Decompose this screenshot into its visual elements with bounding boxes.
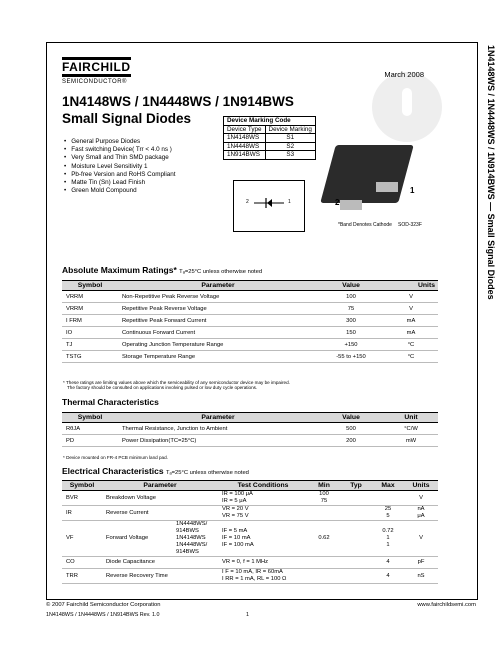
side-title (484, 45, 496, 595)
marking-header: Device Type (224, 125, 266, 134)
power-watermark-icon (372, 72, 442, 142)
elec-cell: 0.72 1 1 (372, 521, 404, 557)
amr-cell: TSTG (62, 351, 118, 363)
table-row (62, 303, 438, 315)
elec-cell: nA μA (404, 506, 438, 521)
marking-header: Device Marking (265, 125, 315, 134)
amr-cell: 100 (318, 291, 384, 303)
amr-cond: Tₐ=25°C unless otherwise noted (179, 269, 263, 275)
pin-label: 1 (288, 199, 291, 205)
table-row (62, 339, 438, 351)
marking-cell: 1N914BWS (224, 151, 266, 160)
elec-header: Symbol (62, 481, 102, 491)
logo-sub: SEMICONDUCTOR® (62, 79, 127, 85)
elec-header: Min (308, 481, 340, 491)
elec-cell: 100 75 (308, 491, 340, 506)
elec-cell (308, 569, 340, 584)
elec-cell (340, 491, 372, 506)
elec-cell: I F = 10 mA, IR = 60mA I RR = 1 mA, RL = 100 Ω (218, 569, 308, 584)
elec-cell: Breakdown Voltage (102, 491, 218, 506)
elec-cell (340, 521, 372, 557)
package-pin (376, 182, 398, 192)
marking-cell: S2 (265, 142, 315, 151)
amr-cell: IO (62, 327, 118, 339)
logo-word: FAIRCHILD (62, 57, 131, 77)
feature-item: • Matte Tin (Sn) Lead Finish (64, 179, 176, 187)
package-pin (340, 200, 362, 210)
elec-cell: 4 (372, 557, 404, 569)
elec-cell: V (404, 491, 438, 506)
amr-cell: VRRM (62, 303, 118, 315)
diode-symbol-box (233, 180, 305, 232)
package-image (320, 145, 414, 203)
elec-cell: VR = 0, f = 1 MHz (218, 557, 308, 569)
table-row (62, 506, 438, 521)
elec-cell (372, 491, 404, 506)
thermal-cell: Power Dissipation(TC=25°C) (118, 435, 318, 447)
elec-header: Max (372, 481, 404, 491)
table-row (62, 569, 438, 584)
elec-cell: nS (404, 569, 438, 584)
amr-cell: Operating Junction Temperature Range (118, 339, 318, 351)
amr-title-text: Absolute Maximum Ratings* (62, 265, 177, 275)
amr-cell: TJ (62, 339, 118, 351)
elec-cell: Diode Capacitance (102, 557, 218, 569)
elec-cell: Reverse Current (102, 506, 218, 521)
elec-cell: 4 (372, 569, 404, 584)
table-row (62, 351, 438, 363)
amr-note-1: * These ratings are limiting values above which the serviceability of any semiconductor device may be impaired. (63, 380, 290, 385)
elec-cell: TRR (62, 569, 102, 584)
marking-table (223, 116, 316, 160)
fairchild-logo (62, 57, 152, 85)
elec-cell: Reverse Recovery Time (102, 569, 218, 584)
table-row (62, 315, 438, 327)
amr-cell: Storage Temperature Range (118, 351, 318, 363)
elec-cell: VR = 20 V VR = 75 V (218, 506, 308, 521)
amr-cell: Repetitive Peak Reverse Voltage (118, 303, 318, 315)
table-row (62, 291, 438, 303)
thermal-header: Symbol (62, 413, 118, 423)
amr-cell: -55 to +150 (318, 351, 384, 363)
amr-cell: °C (384, 339, 438, 351)
elec-cell (340, 569, 372, 584)
elec-cell: V (404, 521, 438, 557)
elec-cell: BVR (62, 491, 102, 506)
band-note: *Band Denotes Cathode (338, 222, 392, 228)
elec-cell: 0.62 (308, 521, 340, 557)
amr-title (62, 265, 262, 275)
elec-cell: 25 5 (372, 506, 404, 521)
feature-item: • Moisture Level Sensitivity 1 (64, 163, 176, 171)
amr-header: Symbol (62, 281, 118, 291)
footer-page: 1 (246, 612, 249, 618)
marking-cell: 1N4148WS (224, 134, 266, 143)
marking-title: Device Marking Code (224, 117, 316, 126)
amr-header: Value (318, 281, 384, 291)
elec-cell (340, 506, 372, 521)
elec-cell: IR (62, 506, 102, 521)
amr-cell: mA (384, 315, 438, 327)
table-row (62, 557, 438, 569)
elec-cell: CO (62, 557, 102, 569)
pkg-pin1-label: 1 (410, 186, 415, 195)
amr-cell: V (384, 303, 438, 315)
table-row (62, 423, 438, 435)
feature-item: • Very Small and Thin SMD package (64, 154, 176, 162)
amr-cell: Continuous Forward Current (118, 327, 318, 339)
footer-url[interactable]: www.fairchildsemi.com (417, 602, 476, 608)
thermal-header: Value (318, 413, 384, 423)
amr-cell: 75 (318, 303, 384, 315)
thermal-header: Parameter (118, 413, 318, 423)
diode-icon (234, 181, 304, 231)
feature-item: • Green Mold Compound (64, 187, 176, 195)
amr-cell: Repetitive Peak Forward Current (118, 315, 318, 327)
amr-cell: mA (384, 327, 438, 339)
elec-cell (308, 557, 340, 569)
footer-copyright: © 2007 Fairchild Semiconductor Corporation (46, 602, 161, 608)
elec-header: Typ (340, 481, 372, 491)
elec-header: Test Conditions (218, 481, 308, 491)
elec-title (62, 466, 249, 476)
amr-cell: V (384, 291, 438, 303)
amr-table (62, 280, 438, 363)
elec-cell: 1N4448WS/ 914BWS 1N4148WS 1N4448WS/ 914BWS (172, 521, 218, 557)
feature-item: • Pb-free Version and RoHS Compliant (64, 171, 176, 179)
marking-cell: S1 (265, 134, 315, 143)
elec-cond: Tₐ=25°C unless otherwise noted (165, 470, 249, 476)
thermal-title: Thermal Characteristics (62, 397, 159, 407)
amr-header: Units (384, 281, 438, 291)
amr-header: Parameter (118, 281, 318, 291)
elec-cell (308, 506, 340, 521)
amr-note (63, 380, 290, 391)
elec-cell: pF (404, 557, 438, 569)
amr-cell: +150 (318, 339, 384, 351)
amr-cell: °C (384, 351, 438, 363)
amr-note-2: The factory should be consulted on applications involving pulsed or low duty cycle operations. (67, 385, 258, 391)
footer-rev: 1N4148WS / 1N4448WS / 1N914BWS Rev. 1.0 (46, 612, 160, 618)
thermal-cell: °C/W (384, 423, 438, 435)
feature-item: • Fast switching Device( Trr < 4.0 ns ) (64, 146, 176, 154)
thermal-cell: 200 (318, 435, 384, 447)
side-title-text: 1N4148WS / 1N4448WS / 1N914BWS — Small Signal Diodes (486, 45, 496, 300)
feature-item: • General Purpose Diodes (64, 138, 176, 146)
amr-cell: Non-Repetitive Peak Reverse Voltage (118, 291, 318, 303)
elec-table (62, 480, 438, 584)
thermal-cell: mW (384, 435, 438, 447)
marking-cell: 1N4448WS (224, 142, 266, 151)
table-row (62, 435, 438, 447)
elec-header: Units (404, 481, 438, 491)
thermal-cell: RθJA (62, 423, 118, 435)
amr-cell: VRRM (62, 291, 118, 303)
table-row (62, 521, 438, 557)
pin-label: 2 (246, 199, 249, 205)
date: March 2008 (384, 70, 424, 79)
elec-cell: IR = 100 μA IR = 5 μA (218, 491, 308, 506)
thermal-cell: 500 (318, 423, 384, 435)
thermal-table (62, 412, 438, 447)
table-row (62, 327, 438, 339)
package-name: SOD-323F (398, 222, 422, 228)
amr-cell: 150 (318, 327, 384, 339)
feature-list (64, 138, 176, 195)
elec-header: Parameter (102, 481, 218, 491)
elec-cell: Forward Voltage (102, 521, 172, 557)
thermal-cell: Thermal Resistance, Junction to Ambient (118, 423, 318, 435)
title-line2: Small Signal Diodes (62, 111, 192, 126)
elec-cell: VF (62, 521, 102, 557)
table-row (62, 491, 438, 506)
thermal-cell: PD (62, 435, 118, 447)
elec-cell: IF = 5 mA IF = 10 mA IF = 100 mA (218, 521, 308, 557)
pkg-pin2-label: 2 (335, 198, 340, 207)
amr-cell: 300 (318, 315, 384, 327)
title-line1: 1N4148WS / 1N4448WS / 1N914BWS (62, 94, 294, 109)
marking-cell: S3 (265, 151, 315, 160)
elec-title-text: Electrical Characteristics (62, 466, 164, 476)
elec-cell (340, 557, 372, 569)
thermal-header: Unit (384, 413, 438, 423)
thermal-note: * Device mounted on FR-4 PCB minimum land pad. (63, 455, 168, 460)
amr-cell: I FRM (62, 315, 118, 327)
